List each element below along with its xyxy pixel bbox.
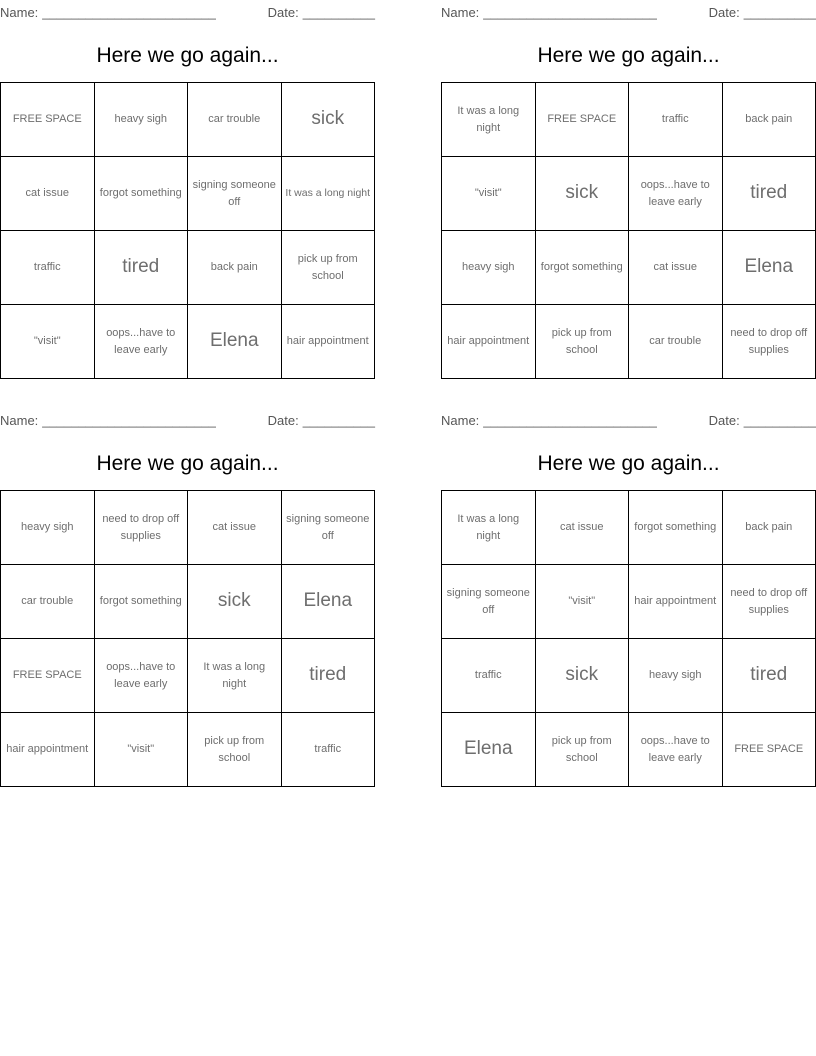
date-field xyxy=(709,4,816,22)
bingo-cell: signing someone off xyxy=(281,491,375,565)
bingo-cell: need to drop off supplies xyxy=(94,491,188,565)
bingo-cell: forgot something xyxy=(535,231,629,305)
bingo-cell: heavy sigh xyxy=(94,83,188,157)
name-label: Name: xyxy=(441,413,480,428)
bingo-cell: traffic xyxy=(281,713,375,787)
bingo-cell: cat issue xyxy=(1,157,95,231)
bingo-card-top-left xyxy=(0,0,375,379)
date-label: Date: xyxy=(708,5,740,20)
bingo-cell: cat issue xyxy=(188,491,282,565)
date-label: Date: xyxy=(267,5,299,20)
name-label: Name: xyxy=(441,5,480,20)
date-underline: __________ xyxy=(743,5,816,20)
bingo-cell: pick up from school xyxy=(188,713,282,787)
bingo-cell: Elena xyxy=(188,305,282,379)
bingo-cell: Elena xyxy=(281,565,375,639)
card-header xyxy=(441,0,816,22)
name-field xyxy=(0,412,216,430)
name-underline: ________________________ xyxy=(42,5,216,20)
bingo-cell: signing someone off xyxy=(188,157,282,231)
bingo-cell: heavy sigh xyxy=(1,491,95,565)
bingo-cell: tired xyxy=(94,231,188,305)
date-underline: __________ xyxy=(302,5,375,20)
bingo-row xyxy=(442,231,816,305)
bingo-cell: Elena xyxy=(722,231,816,305)
bingo-cell: car trouble xyxy=(629,305,723,379)
date-underline: __________ xyxy=(302,413,375,428)
bingo-cell: "visit" xyxy=(442,157,536,231)
bingo-cell: It was a long night xyxy=(442,83,536,157)
bingo-cell: hair appointment xyxy=(1,713,95,787)
card-header xyxy=(441,408,816,430)
bingo-cell: It was a long night xyxy=(188,639,282,713)
bingo-row xyxy=(442,713,816,787)
bingo-cell: heavy sigh xyxy=(629,639,723,713)
bingo-row xyxy=(1,231,375,305)
bingo-cell: traffic xyxy=(1,231,95,305)
bingo-row xyxy=(1,713,375,787)
name-field xyxy=(441,4,657,22)
bingo-cell: sick xyxy=(281,83,375,157)
bingo-grid xyxy=(0,82,375,379)
bingo-cell: back pain xyxy=(722,83,816,157)
name-label: Name: xyxy=(0,5,39,20)
bingo-grid xyxy=(0,490,375,787)
bingo-cell: "visit" xyxy=(535,565,629,639)
bingo-cell: FREE SPACE xyxy=(535,83,629,157)
bingo-cell: It was a long night xyxy=(442,491,536,565)
bingo-card-bottom-right xyxy=(441,408,816,787)
bingo-row xyxy=(1,565,375,639)
bingo-cell: forgot something xyxy=(94,157,188,231)
date-label: Date: xyxy=(708,413,740,428)
bingo-cell: traffic xyxy=(442,639,536,713)
bingo-row xyxy=(1,157,375,231)
bingo-cell: back pain xyxy=(722,491,816,565)
card-header xyxy=(0,0,375,22)
date-label: Date: xyxy=(267,413,299,428)
bingo-row xyxy=(1,491,375,565)
bingo-cell: sick xyxy=(535,157,629,231)
bingo-cell: heavy sigh xyxy=(442,231,536,305)
bingo-cell: hair appointment xyxy=(629,565,723,639)
name-field xyxy=(0,4,216,22)
card-title: Here we go again... xyxy=(96,452,279,475)
bingo-row xyxy=(1,639,375,713)
card-title: Here we go again... xyxy=(96,44,279,67)
date-field xyxy=(709,412,816,430)
date-field xyxy=(268,412,375,430)
bingo-cell: oops...have to leave early xyxy=(94,639,188,713)
card-title: Here we go again... xyxy=(537,44,720,67)
bingo-cell: forgot something xyxy=(629,491,723,565)
bingo-cell: cat issue xyxy=(535,491,629,565)
name-underline: ________________________ xyxy=(42,413,216,428)
bingo-cell: oops...have to leave early xyxy=(629,157,723,231)
bingo-row xyxy=(442,639,816,713)
card-title: Here we go again... xyxy=(537,452,720,475)
bingo-cell: cat issue xyxy=(629,231,723,305)
bingo-cell: tired xyxy=(722,639,816,713)
bingo-cell: car trouble xyxy=(1,565,95,639)
bingo-cell: back pain xyxy=(188,231,282,305)
bingo-cell: tired xyxy=(722,157,816,231)
bingo-cell: It was a long night xyxy=(281,157,375,231)
bingo-cell: tired xyxy=(281,639,375,713)
bingo-cell: pick up from school xyxy=(535,305,629,379)
date-underline: __________ xyxy=(743,413,816,428)
bingo-cell: "visit" xyxy=(94,713,188,787)
bingo-cell: hair appointment xyxy=(442,305,536,379)
bingo-cell: sick xyxy=(188,565,282,639)
bingo-row xyxy=(442,305,816,379)
bingo-cell: FREE SPACE xyxy=(722,713,816,787)
bingo-cell: oops...have to leave early xyxy=(629,713,723,787)
bingo-card-bottom-left xyxy=(0,408,375,787)
bingo-row xyxy=(1,83,375,157)
date-field xyxy=(268,4,375,22)
bingo-cell: Elena xyxy=(442,713,536,787)
bingo-cell: forgot something xyxy=(94,565,188,639)
bingo-cell: need to drop off supplies xyxy=(722,305,816,379)
bingo-row xyxy=(442,83,816,157)
bingo-cell: oops...have to leave early xyxy=(94,305,188,379)
bingo-cell: "visit" xyxy=(1,305,95,379)
bingo-grid xyxy=(441,82,816,379)
bingo-cell: signing someone off xyxy=(442,565,536,639)
bingo-row xyxy=(442,565,816,639)
bingo-cell: pick up from school xyxy=(281,231,375,305)
bingo-cell: sick xyxy=(535,639,629,713)
card-header xyxy=(0,408,375,430)
name-field xyxy=(441,412,657,430)
bingo-grid xyxy=(441,490,816,787)
bingo-cell: pick up from school xyxy=(535,713,629,787)
bingo-cell: traffic xyxy=(629,83,723,157)
name-label: Name: xyxy=(0,413,39,428)
bingo-row xyxy=(442,491,816,565)
bingo-cell: FREE SPACE xyxy=(1,639,95,713)
bingo-card-top-right xyxy=(441,0,816,379)
bingo-cell: car trouble xyxy=(188,83,282,157)
name-underline: ________________________ xyxy=(483,5,657,20)
bingo-cell: FREE SPACE xyxy=(1,83,95,157)
bingo-row xyxy=(442,157,816,231)
name-underline: ________________________ xyxy=(483,413,657,428)
bingo-row xyxy=(1,305,375,379)
bingo-cell: need to drop off supplies xyxy=(722,565,816,639)
bingo-cell: hair appointment xyxy=(281,305,375,379)
